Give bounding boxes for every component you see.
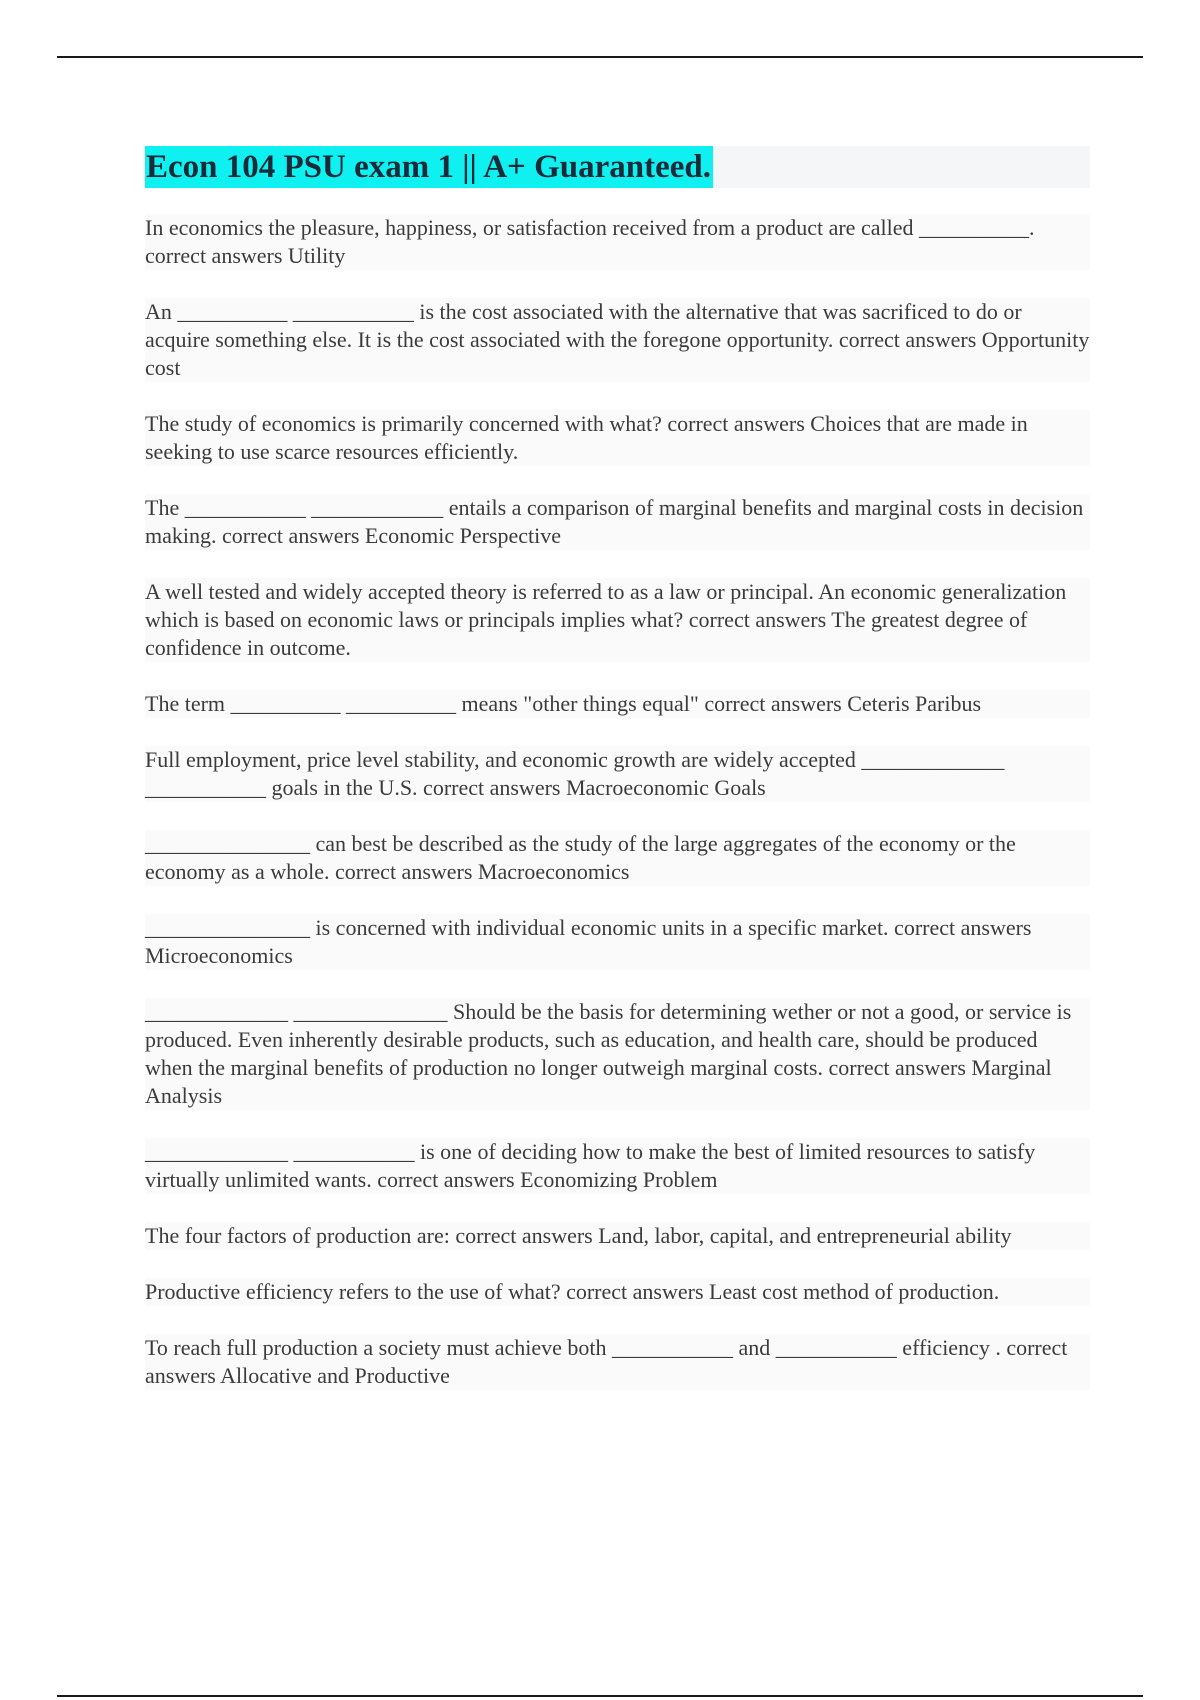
top-rule (57, 56, 1143, 58)
qa-item: _____________ ___________ is one of deciding how to make the best of limited resources to satisfy virtually unlimited wants. correct answers Economizing Problem (145, 1138, 1090, 1194)
qa-item: _______________ can best be described as the study of the large aggregates of the economy or the economy as a whole. correct answers Macroeconomics (145, 830, 1090, 886)
document-body (145, 146, 1090, 1390)
qa-item: An __________ ___________ is the cost associated with the alternative that was sacrificed to do or acquire something else. It is the cost associated with the foregone opportunity. correct answers Opportunity cost (145, 299, 1090, 380)
qa-item: Productive efficiency refers to the use of what? correct answers Least cost method of production. (145, 1278, 1090, 1306)
qa-item: To reach full production a society must achieve both ___________ and ___________ efficiency . correct answers Allocative and Productive (145, 1334, 1090, 1390)
qa-item: The term __________ __________ means "other things equal" correct answers Ceteris Paribus (145, 690, 1090, 718)
qa-item: A well tested and widely accepted theory is referred to as a law or principal. An economic generalization which is based on economic laws or principals implies what? correct answers The greatest degree of confidence in outcome. (145, 578, 1090, 662)
qa-item: In economics the pleasure, happiness, or satisfaction received from a product are called __________. correct answers Utility (145, 214, 1090, 270)
title-bar (145, 146, 1090, 188)
qa-item: _____________ ______________ Should be the basis for determining wether or not a good, or service is produced. Even inherently desirable products, such as education, and health care, should be produced when the marginal benefits of production no longer outweigh marginal costs. correct answers Marginal Analysis (145, 998, 1090, 1110)
qa-item: The study of economics is primarily concerned with what? correct answers Choices that are made in seeking to use scarce resources efficiently. (145, 410, 1090, 466)
qa-item: _______________ is concerned with individual economic units in a specific market. correct answers Microeconomics (145, 914, 1090, 970)
bottom-rule (57, 1695, 1143, 1697)
qa-item: Full employment, price level stability, and economic growth are widely accepted _____________ ___________ goals in the U.S. correct answers Macroeconomic Goals (145, 746, 1090, 802)
qa-item: The four factors of production are: correct answers Land, labor, capital, and entrepreneurial ability (145, 1222, 1090, 1250)
document-title: Econ 104 PSU exam 1 || A+ Guaranteed. (145, 146, 713, 188)
qa-item: The ___________ ____________ entails a comparison of marginal benefits and marginal costs in decision making. correct answers Economic Perspective (145, 494, 1090, 550)
